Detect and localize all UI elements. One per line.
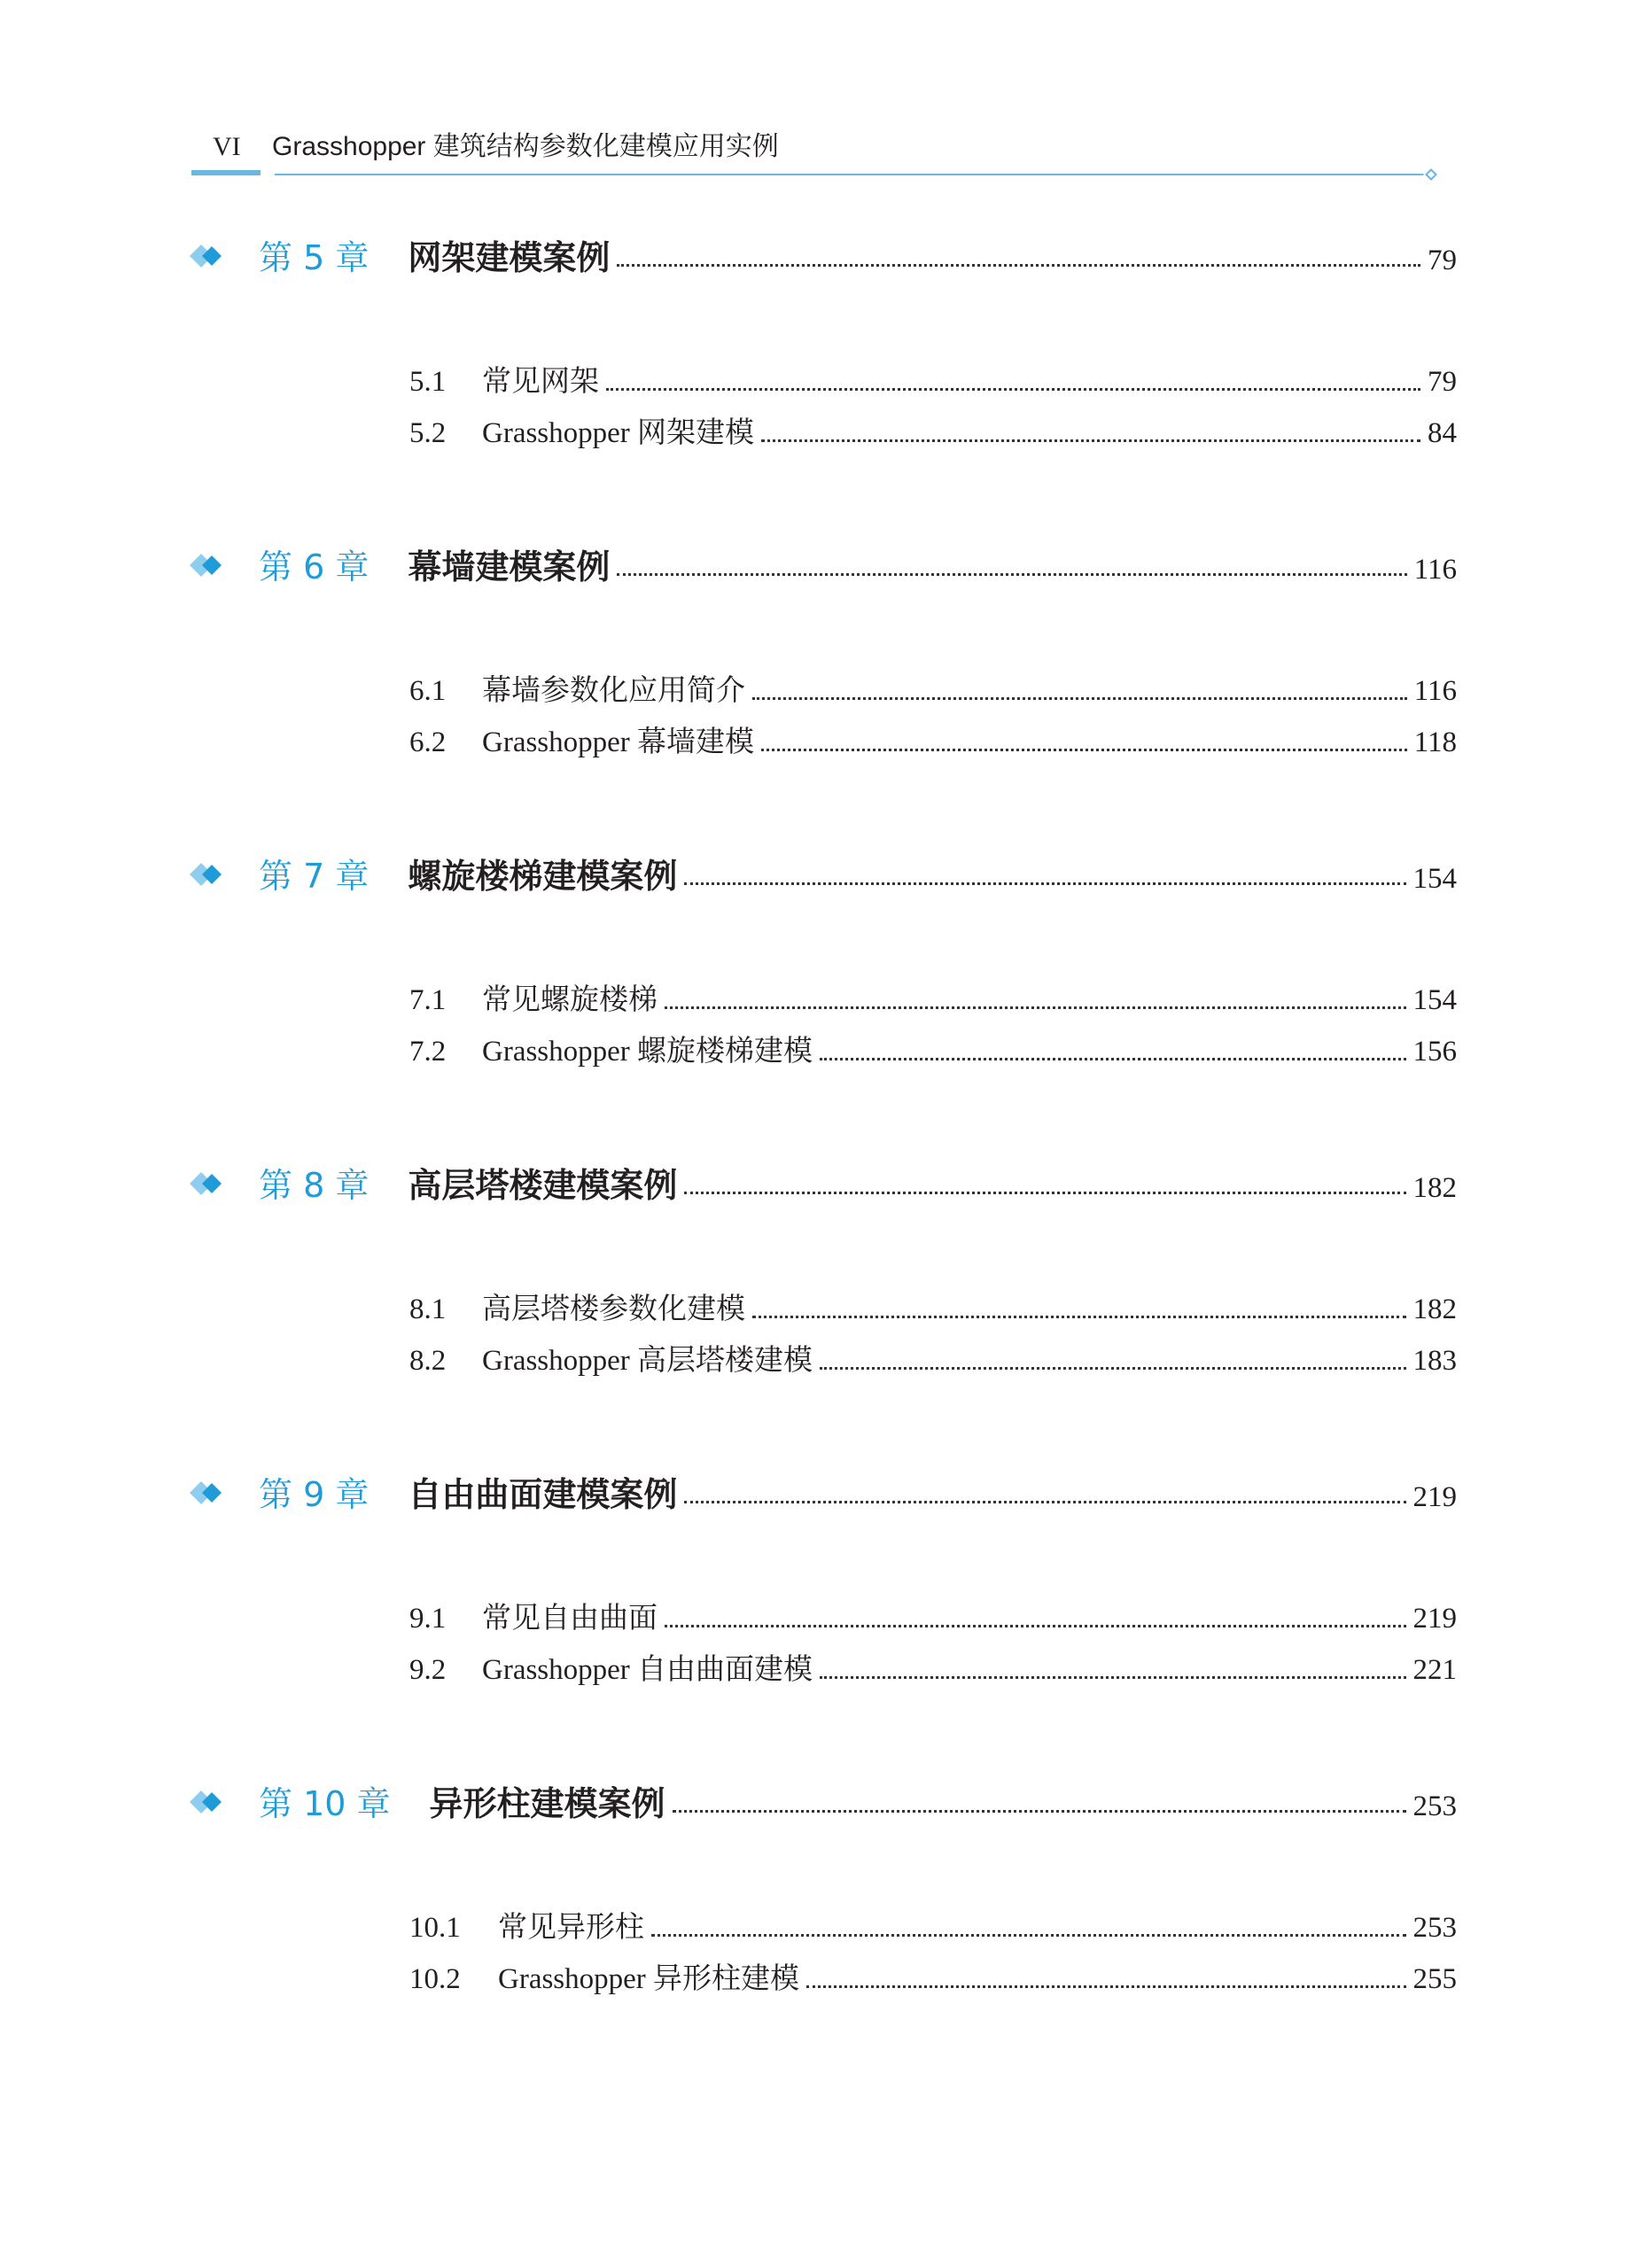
- section-page-number: 118: [1413, 726, 1457, 758]
- section-title: 常见螺旋楼梯: [482, 984, 658, 1016]
- dot-leader: [684, 882, 1405, 885]
- section-page-number: 79: [1428, 366, 1457, 398]
- section-title: 幕墙参数化应用简介: [482, 675, 745, 707]
- diamond-bullet-icon: [188, 861, 227, 888]
- dot-leader: [606, 388, 1420, 391]
- chapter-number: 第 8 章: [259, 1166, 370, 1205]
- diamond-bullet-icon: [188, 1789, 227, 1815]
- dot-leader: [752, 697, 1407, 700]
- chapter-title: 高层塔楼建模案例: [408, 1166, 678, 1205]
- section-page-number: 221: [1412, 1654, 1457, 1686]
- section-entry[interactable]: [409, 1028, 1457, 1076]
- diamond-ornament-icon: [1423, 167, 1439, 183]
- chapter-number: 第 7 章: [259, 857, 370, 896]
- section-number: 6.2: [409, 726, 447, 758]
- section-entry[interactable]: [409, 1955, 1457, 2003]
- section-entry[interactable]: [409, 667, 1457, 715]
- chapter-page-number: 182: [1412, 1172, 1457, 1204]
- section-page-number: 84: [1428, 417, 1457, 449]
- dot-leader: [761, 749, 1407, 751]
- diamond-bullet-icon: [188, 243, 227, 269]
- dot-leader: [665, 1625, 1406, 1627]
- section-number: 5.1: [409, 366, 447, 398]
- diamond-bullet-icon: [188, 1170, 227, 1197]
- section-title: Grasshopper 自由曲面建模: [482, 1654, 813, 1686]
- dot-leader: [820, 1676, 1405, 1679]
- chapter-entry[interactable]: [188, 852, 1457, 900]
- dot-leader: [665, 1006, 1406, 1009]
- chapter-entry[interactable]: [188, 1161, 1457, 1209]
- chapter-page-number: 219: [1412, 1481, 1457, 1513]
- section-number: 10.2: [409, 1963, 461, 1995]
- chapter-entry[interactable]: [188, 1780, 1457, 1828]
- chapter-title: 幕墙建模案例: [408, 548, 611, 586]
- dot-leader: [684, 1192, 1405, 1194]
- book-title: Grasshopper 建筑结构参数化建模应用实例: [272, 132, 779, 161]
- chapter-number: 第 9 章: [259, 1475, 370, 1514]
- section-number: 6.1: [409, 675, 447, 707]
- dot-leader: [820, 1367, 1405, 1370]
- dot-leader: [806, 1985, 1405, 1988]
- dot-leader: [617, 573, 1406, 576]
- section-entry[interactable]: [409, 976, 1457, 1024]
- section-entry[interactable]: [409, 1337, 1457, 1385]
- section-number: 7.2: [409, 1036, 447, 1068]
- section-title: 常见自由曲面: [482, 1603, 658, 1635]
- dot-leader: [684, 1501, 1405, 1503]
- running-header: [0, 0, 1642, 195]
- section-title: Grasshopper 幕墙建模: [482, 726, 755, 758]
- chapter-title: 自由曲面建模案例: [408, 1475, 678, 1514]
- chapter-number: 第 10 章: [259, 1784, 391, 1823]
- section-title: 常见网架: [482, 366, 599, 398]
- dot-leader: [761, 439, 1420, 442]
- chapter-entry[interactable]: [188, 1471, 1457, 1518]
- section-title: 常见异形柱: [498, 1912, 644, 1944]
- chapter-page-number: 154: [1412, 863, 1457, 895]
- section-number: 9.2: [409, 1654, 447, 1686]
- dot-leader: [651, 1934, 1406, 1937]
- section-title: Grasshopper 螺旋楼梯建模: [482, 1036, 813, 1068]
- section-page-number: 253: [1412, 1912, 1457, 1944]
- diamond-bullet-icon: [188, 1480, 227, 1506]
- dot-leader: [752, 1316, 1406, 1318]
- section-page-number: 182: [1412, 1293, 1457, 1325]
- section-entry[interactable]: [409, 1595, 1457, 1643]
- section-title: 高层塔楼参数化建模: [482, 1293, 745, 1325]
- chapter-page-number: 116: [1413, 554, 1457, 586]
- chapter-number: 第 6 章: [259, 548, 370, 586]
- section-page-number: 116: [1413, 675, 1457, 707]
- section-entry[interactable]: [409, 1285, 1457, 1333]
- chapter-page-number: 253: [1412, 1790, 1457, 1822]
- section-title: Grasshopper 异形柱建模: [498, 1963, 800, 1995]
- section-number: 7.1: [409, 984, 447, 1016]
- chapter-title: 网架建模案例: [408, 238, 611, 277]
- section-entry[interactable]: [409, 1904, 1457, 1952]
- section-number: 5.2: [409, 417, 447, 449]
- dot-leader: [617, 264, 1420, 267]
- section-number: 8.1: [409, 1293, 447, 1325]
- section-entry[interactable]: [409, 1646, 1457, 1694]
- dot-leader: [820, 1058, 1405, 1060]
- section-page-number: 154: [1412, 984, 1457, 1016]
- chapter-entry[interactable]: [188, 234, 1457, 282]
- chapter-page-number: 79: [1428, 245, 1457, 276]
- header-rule: [275, 174, 1428, 175]
- section-page-number: 156: [1412, 1036, 1457, 1068]
- chapter-number: 第 5 章: [259, 238, 370, 277]
- chapter-title: 螺旋楼梯建模案例: [408, 857, 678, 896]
- section-number: 10.1: [409, 1912, 461, 1944]
- section-number: 9.1: [409, 1603, 447, 1635]
- section-entry[interactable]: [409, 409, 1457, 457]
- section-entry[interactable]: [409, 358, 1457, 406]
- header-rule-accent: [191, 170, 261, 175]
- section-title: Grasshopper 高层塔楼建模: [482, 1345, 813, 1377]
- section-page-number: 255: [1412, 1963, 1457, 1995]
- page-number: VI: [213, 132, 241, 161]
- diamond-bullet-icon: [188, 552, 227, 579]
- section-title: Grasshopper 网架建模: [482, 417, 755, 449]
- chapter-title: 异形柱建模案例: [429, 1784, 665, 1823]
- section-entry[interactable]: [409, 718, 1457, 766]
- dot-leader: [673, 1810, 1406, 1813]
- section-page-number: 183: [1412, 1345, 1457, 1377]
- section-page-number: 219: [1412, 1603, 1457, 1635]
- chapter-entry[interactable]: [188, 543, 1457, 591]
- section-number: 8.2: [409, 1345, 447, 1377]
